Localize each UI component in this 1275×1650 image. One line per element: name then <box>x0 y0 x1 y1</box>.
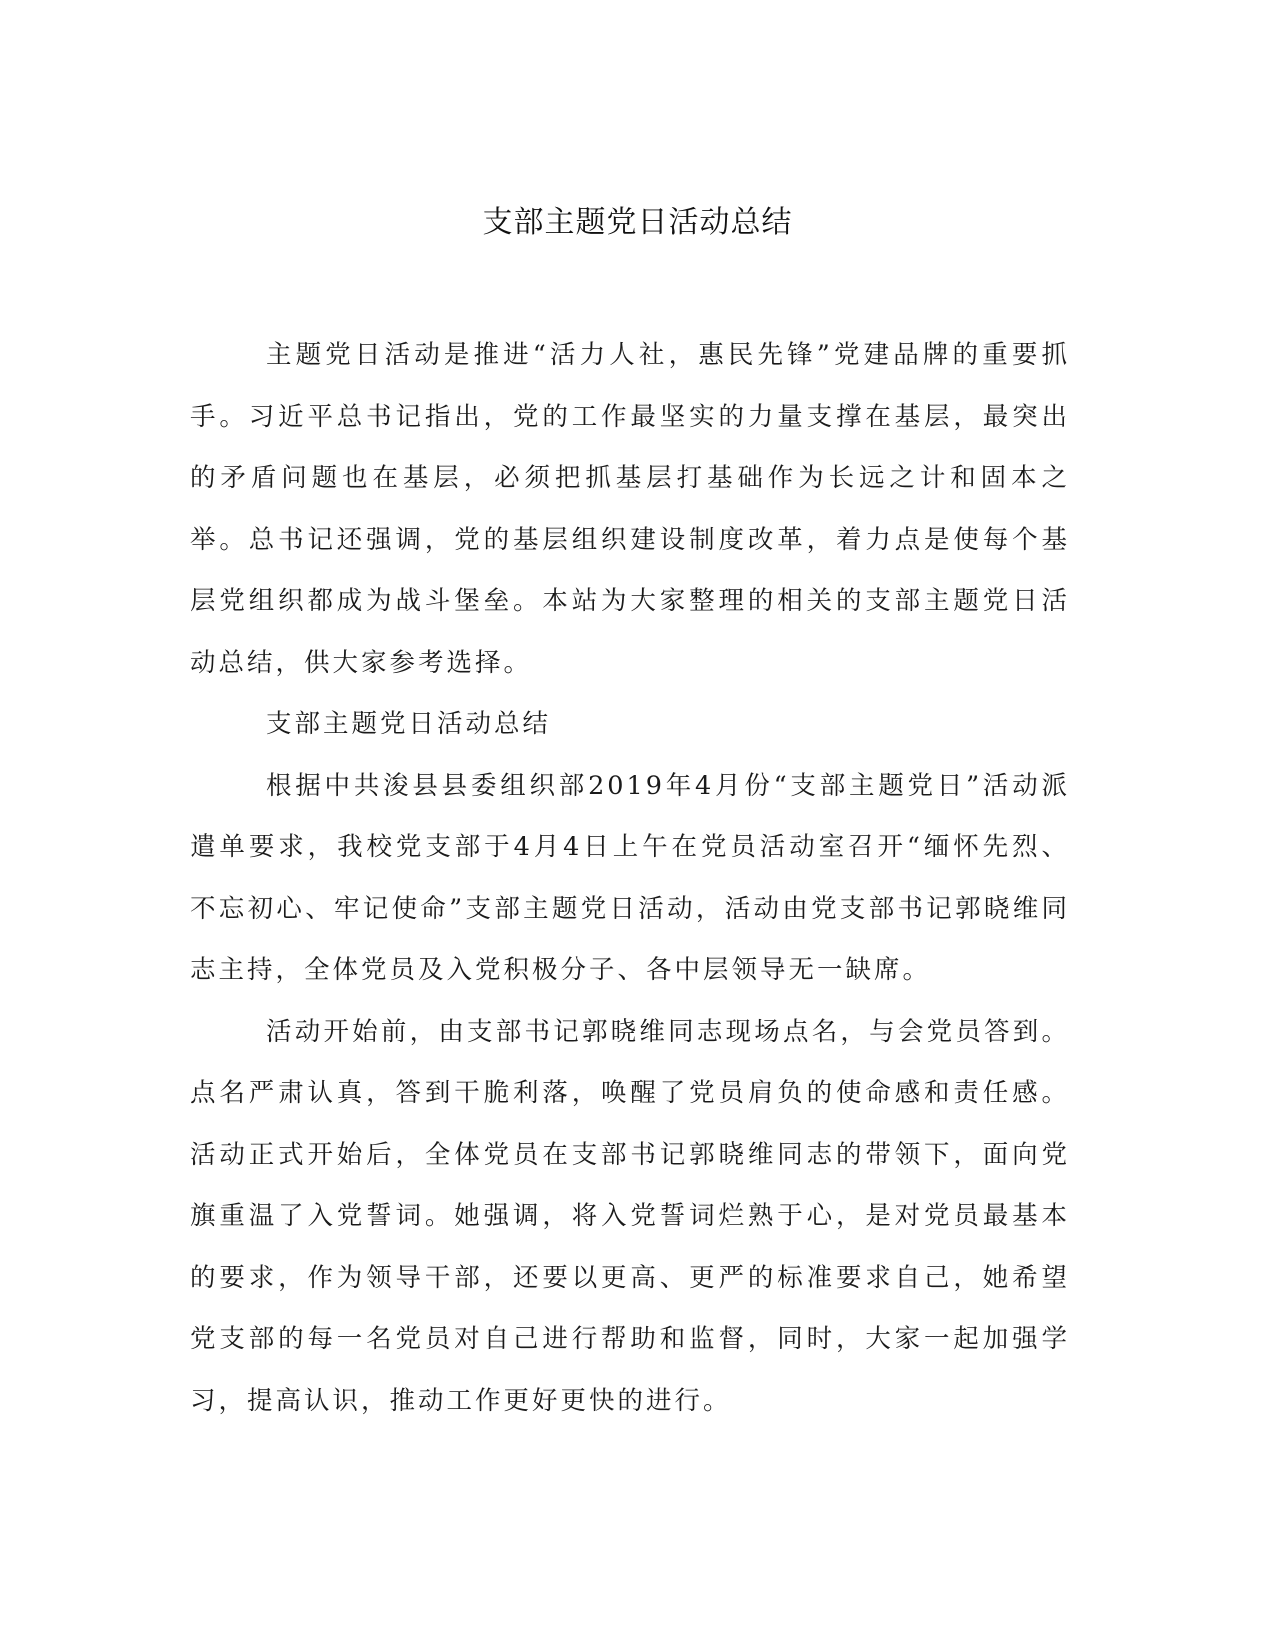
intro-paragraph: 主题党日活动是推进“活力人社，惠民先锋”党建品牌的重要抓手。习近平总书记指出，党的工作最坚实的力量支撑在基层，最突出的矛盾问题也在基层，必须把抓基层打基础作为长远之计和固本之举。总书记还强调，党的基层组织建设制度改革，着力点是使每个基层党组织都成为战斗堡垒。本站为大家整理的相关的支部主题党日活动总结，供大家参考选择。 <box>190 340 1070 678</box>
body-paragraph-1: 根据中共浚县县委组织部2019年4月份“支部主题党日”活动派遣单要求，我校党支部于4月4日上午在党员活动室召开“缅怀先烈、不忘初心、牢记使命”支部主题党日活动，活动由党支部书记郭晓维同志主持，全体党员及入党积极分子、各中层领导无一缺席。 <box>190 770 1070 985</box>
body-paragraph-2: 活动开始前，由支部书记郭晓维同志现场点名，与会党员答到。点名严肃认真，答到干脆利落，唤醒了党员肩负的使命感和责任感。活动正式开始后，全体党员在支部书记郭晓维同志的带领下，面向党旗重温了入党誓词。她强调，将入党誓词烂熟于心，是对党员最基本的要求，作为领导干部，还要以更高、更严的标准要求自己，她希望党支部的每一名党员对自己进行帮助和监督，同时，大家一起加强学习，提高认识，推动工作更好更快的进行。 <box>190 1016 1070 1416</box>
section-heading: 支部主题党日活动总结 <box>266 709 552 739</box>
page-title: 支部主题党日活动总结 <box>482 205 793 240</box>
document-body <box>190 325 1070 1432</box>
